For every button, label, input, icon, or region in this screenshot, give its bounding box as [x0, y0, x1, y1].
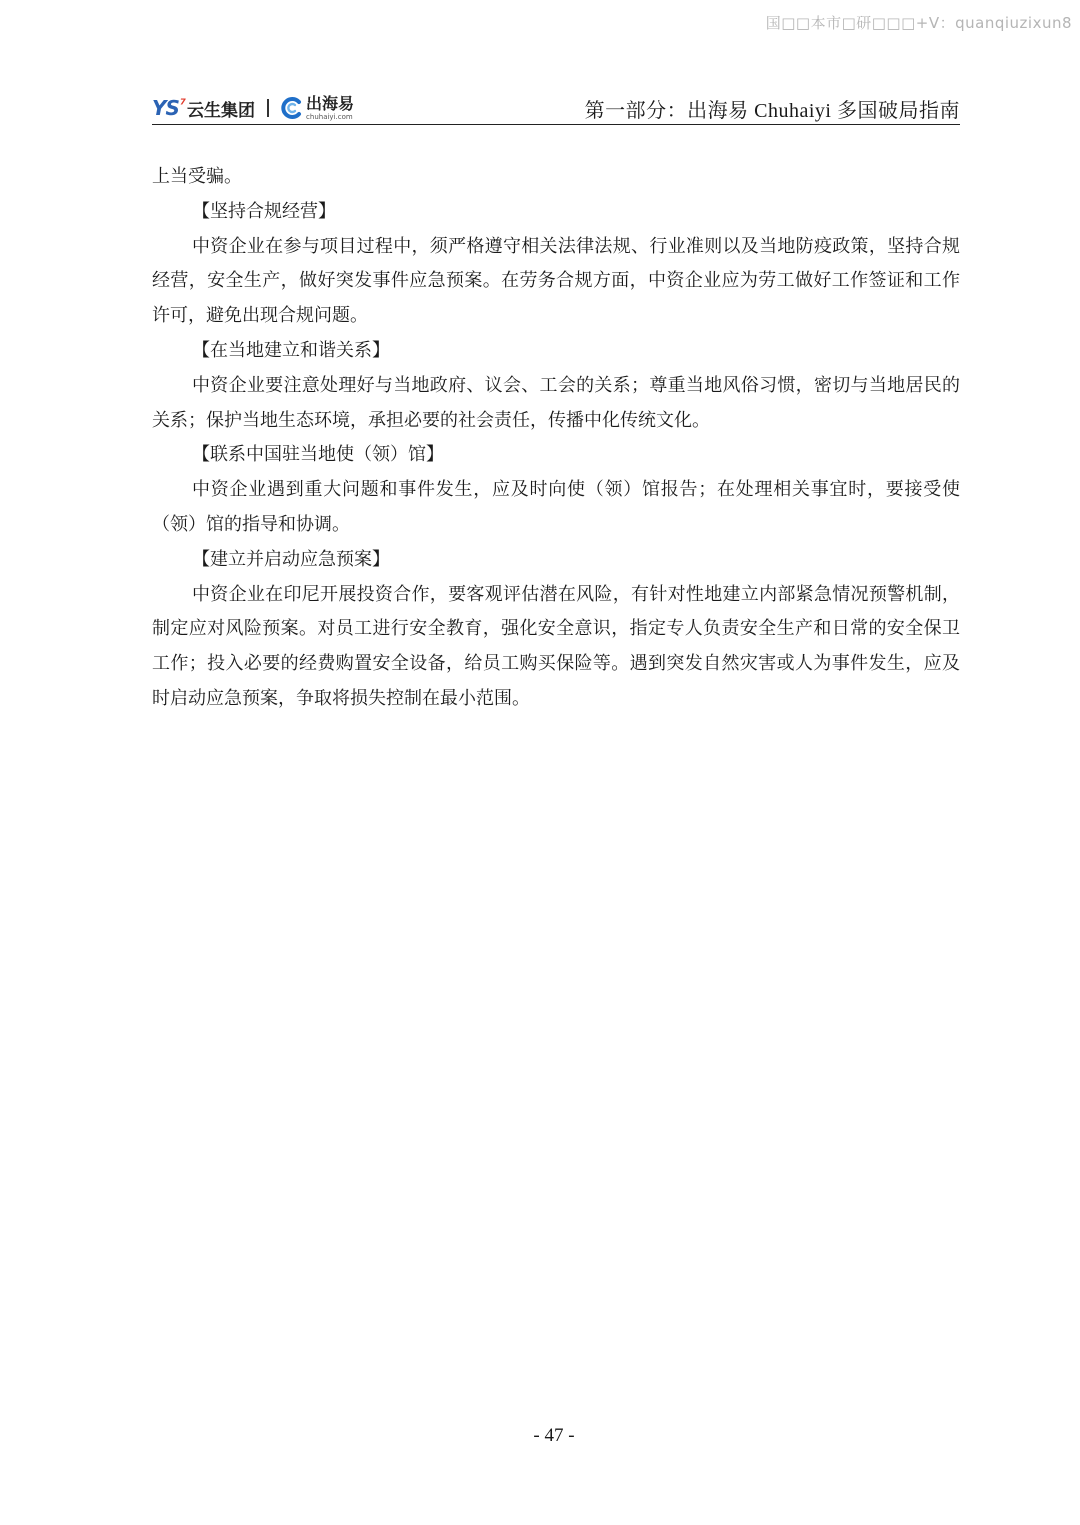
chuhaiyi-logo-icon — [281, 97, 303, 119]
chuhaiyi-url: chuhaiyi.com — [306, 112, 353, 121]
continuation-paragraph: 上当受骗。 — [152, 166, 242, 187]
ys-logo-accent-icon: ⁷ — [179, 97, 186, 113]
section-heading: 【在当地建立和谐关系】 — [192, 339, 390, 361]
watermark-text: 国□□本市□研□□□+V：quanqiuzixun8 — [765, 14, 1072, 32]
section-heading: 【建立并启动应急预案】 — [192, 548, 390, 570]
section-paragraph: 中资企业在印尼开展投资合作，要客观评估潜在风险，有针对性地建立内部紧急情况预警机制，制定应对风险预案。对员工进行安全教育，强化安全意识，指定专人负责安全生产和日常的安全保卫工作；投入必要的经费购置安全设备，给员工购买保险等。遇到突发自然灾害或人为事件发生，应及时启动应急预案，争取将损失控制在最小范围。 — [152, 583, 960, 709]
logo-divider — [267, 99, 269, 117]
page-header — [152, 88, 960, 125]
header-title: 第一部分：出海易 Chuhaiyi 多国破局指南 — [584, 100, 960, 122]
section-heading: 【联系中国驻当地使（领）馆】 — [192, 444, 444, 466]
section-heading: 【坚持合规经营】 — [192, 200, 336, 222]
section-paragraph: 中资企业在参与项目过程中，须严格遵守相关法律法规、行业准则以及当地防疫政策，坚持合规经营，安全生产，做好突发事件应急预案。在劳务合规方面，中资企业应为劳工做好工作签证和工作许可，避免出现合规问题。 — [152, 235, 960, 327]
ys-logo — [152, 96, 185, 120]
section-paragraph: 中资企业遇到重大问题和事件发生，应及时向使（领）馆报告；在处理相关事宜时，要接受使（领）馆的指导和协调。 — [152, 479, 960, 535]
chuhaiyi-logo-text — [306, 93, 355, 121]
header-logos — [152, 94, 354, 122]
section-paragraph: 中资企业要注意处理好与当地政府、议会、工会的关系；尊重当地风俗习惯，密切与当地居民的关系；保护当地生态环境，承担必要的社会责任，传播中化传统文化。 — [152, 374, 960, 431]
page-number: - 47 - — [533, 1425, 575, 1446]
yunsheng-group-name: 云生集团 — [187, 100, 256, 121]
document-body — [152, 160, 960, 717]
ys-logo-text: YS — [152, 96, 179, 120]
chuhaiyi-name: 出海易 — [306, 93, 355, 113]
